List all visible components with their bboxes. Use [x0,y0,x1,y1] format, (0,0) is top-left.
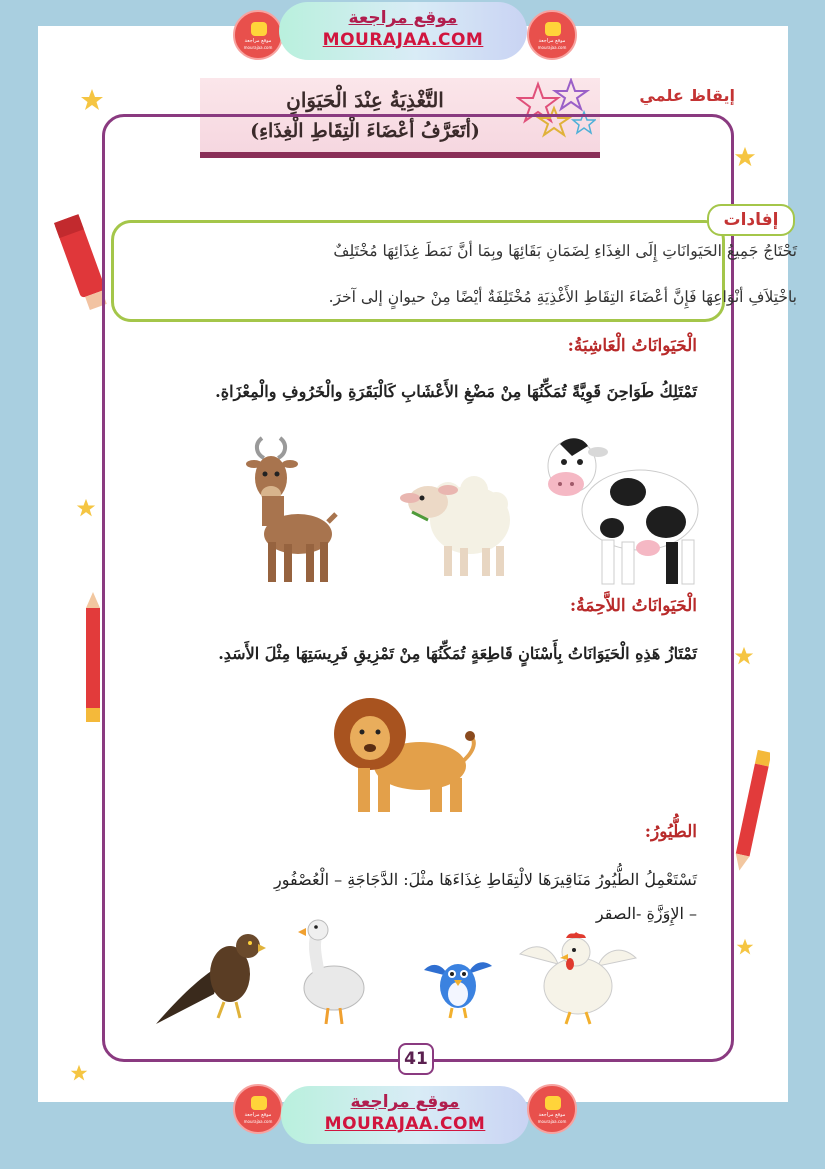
page-number: 41 [398,1043,434,1075]
logo-text-ar: موقع مراجعة [538,1112,566,1118]
facts-line-2: باخْتِلاَفِ أنْوَاعِهَا فَإِنَّ أعْضَاءَ التِقَاطِ الأَغْذِيَةِ مُخْتَلِفَةٌ أيْضًا مِنْ حيوانٍ إلى آخرَ. [328,288,797,306]
logo-text-en: mourajaa.com [537,1119,567,1124]
star-decoration-icon [80,88,104,112]
carnivores-heading: الْحَيَوانَاتُ اللاَّحِمَةُ: [569,596,697,616]
cow-image [542,430,702,590]
goat-image [240,434,340,586]
birds-text-line-1: تَسْتَعْمِلُ الطُّيُورُ مَنَاقِيرَهَا لالْتِقَاطِ غِذَاءَهَا مثْلَ: الدَّجَاجَةِ – الْعُصْفُورِ [274,870,697,889]
facts-box [111,220,725,322]
sparrow-image [420,940,496,1022]
site-logo-right-top[interactable] [527,10,577,60]
logo-text-ar: موقع مراجعة [244,38,272,44]
star-decoration-icon [70,1064,88,1082]
star-decoration-icon [736,938,754,956]
site-name-ar: موقع مراجعة [348,8,458,28]
page-title: التَّغْذِيَةُ عِنْدَ الْحَيَوَانِ [286,88,444,112]
site-name-en: MOURAJAA.COM [324,1114,486,1134]
lion-image [330,690,480,820]
logo-text-ar: موقع مراجعة [244,1112,272,1118]
sheep-image [398,460,514,580]
birds-heading: الطُّيُورُ: [644,822,697,842]
pencil-decoration-icon [734,746,770,876]
site-logo-left-top[interactable] [233,10,283,60]
facts-tag: إفادات [707,204,795,236]
birds-text-line-2: – الإِوَزَّةِ -الصقر [595,904,697,923]
star-decoration-icon [734,646,754,666]
site-logo-left-bottom[interactable] [233,1084,283,1134]
herbivores-text: تَمْتَلِكُ طَوَاحِنَ قَوِيَّةً تُمَكِّنُهَا مِنْ مَضْغِ الأَعْشَابِ كَالْبَقَرَةِ والْخَرُوفِ والْمِعْزَاةِ. [215,382,697,401]
site-name-en: MOURAJAA.COM [322,30,484,50]
facts-line-1: تَحْتَاجُ جَمِيعُ الحَيَوانَاتِ إِلَى الغِذَاءِ لِضَمَانِ بَقَائِهَا وبِمَا أنَّ نَمَطَ غِذَائِهَا مُخْتَلِفٌ [333,242,797,260]
logo-text-ar: موقع مراجعة [538,38,566,44]
carnivores-text: تَمْتَازُ هَذِهِ الْحَيَوَانَاتُ بِأَسْنَانٍ قَاطِعَةٍ تُمَكِّنُهَا مِنْ تَمْزِيقِ فَرِيسَتِهَا مِثْلَ الأَسَدِ. [218,644,697,663]
herbivores-heading: الْحَيَوانَاتُ الْعَاشِبَةُ: [567,336,697,356]
section-tag: إيقاظ علمي [639,86,735,105]
falcon-image [152,924,268,1028]
site-banner-bottom[interactable] [281,1086,529,1144]
goose-image [298,918,368,1028]
logo-text-en: mourajaa.com [537,45,567,50]
logo-text-en: mourajaa.com [243,45,273,50]
hen-image [516,930,640,1028]
star-decoration-icon [76,498,96,518]
page-subtitle: (أتَعَرَّفُ أعْضَاءَ الْتِقَاطِ الْغِذَاءِ) [250,120,480,142]
site-logo-right-bottom[interactable] [527,1084,577,1134]
site-banner-top[interactable] [279,2,527,60]
star-decoration-icon [734,146,756,168]
site-name-ar: موقع مراجعة [350,1092,460,1112]
logo-text-en: mourajaa.com [243,1119,273,1124]
